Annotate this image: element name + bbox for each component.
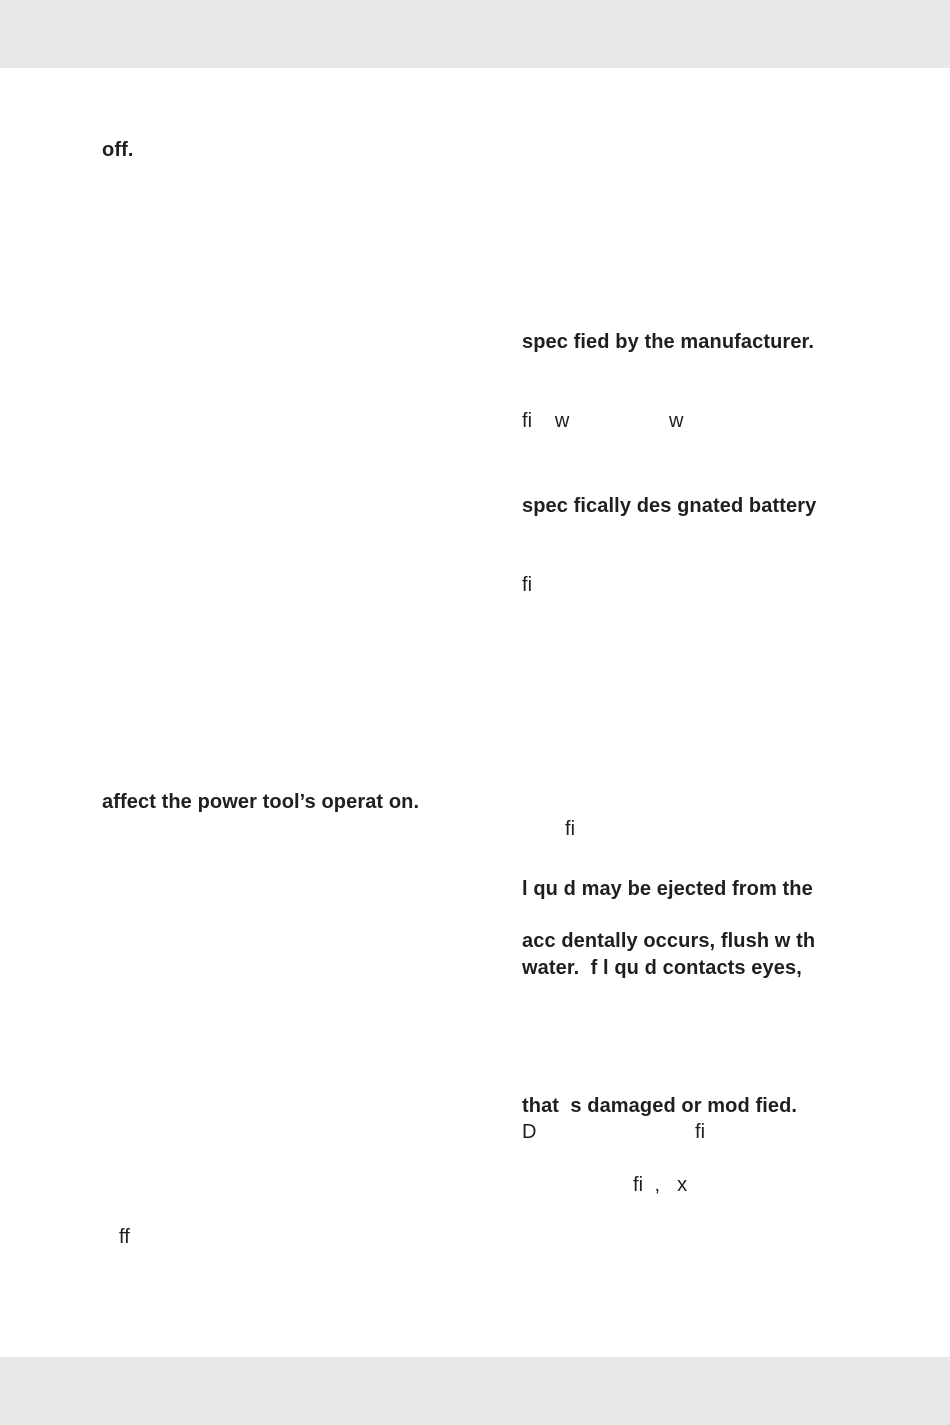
text-damaged-or-modified: that s damaged or mod fied. (522, 1095, 798, 1117)
text-specified-by-manufacturer: spec fied by the manufacturer. (522, 331, 814, 353)
text-water-liquid-contacts-eyes: water. f l qu d contacts eyes, (522, 957, 802, 979)
text-specifically-designated-battery: spec fically des gnated battery (522, 495, 817, 517)
text-fi-1: fi (522, 574, 533, 596)
text-accidentally-occurs: acc dentally occurs, flush w th (522, 930, 816, 952)
text-off: off. (102, 139, 134, 161)
text-D: D (522, 1121, 537, 1143)
bottom-margin-band (0, 1357, 950, 1425)
top-margin-band (0, 0, 950, 68)
text-affect-power-tool: affect the power tool’s operat on. (102, 791, 420, 813)
text-fi-x: fi , x (633, 1174, 688, 1196)
text-w: w (669, 410, 684, 432)
text-ff: ff (119, 1226, 130, 1248)
text-fi-2: fi (565, 818, 576, 840)
text-fi-w: fi w (522, 410, 570, 432)
text-liquid-ejected: l qu d may be ejected from the (522, 878, 813, 900)
text-fi-3: fi (695, 1121, 706, 1143)
